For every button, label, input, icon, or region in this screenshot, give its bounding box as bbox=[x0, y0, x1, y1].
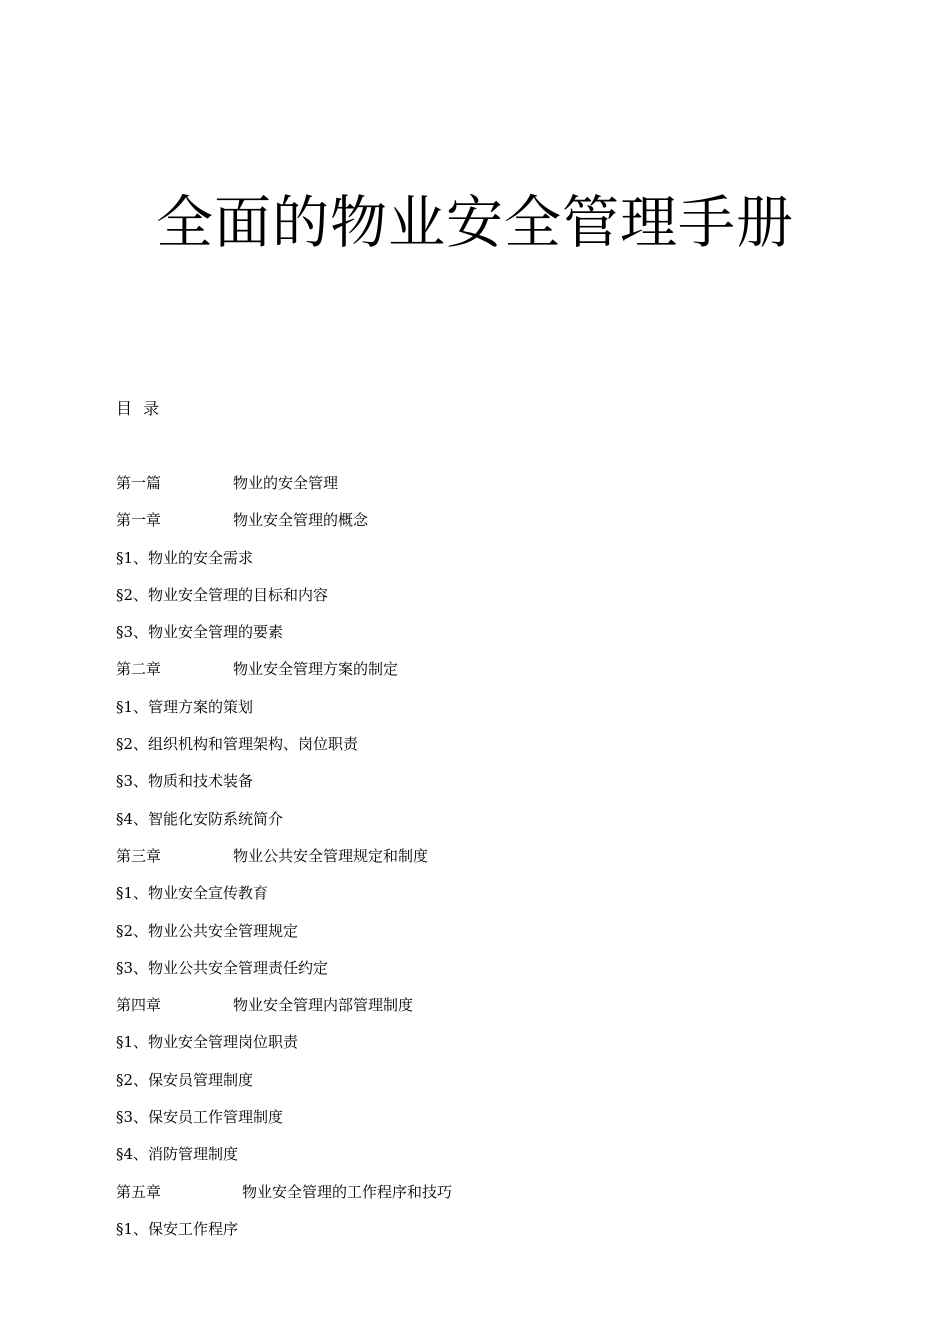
toc-text: §1、保安工作程序 bbox=[116, 1219, 239, 1238]
page-title: 全面的物业安全管理手册 bbox=[156, 190, 794, 256]
toc-text: §3、保安员工作管理制度 bbox=[116, 1108, 284, 1127]
toc-section bbox=[116, 1069, 452, 1106]
toc-text: §2、组织机构和管理架构、岗位职责 bbox=[116, 735, 359, 754]
toc-section bbox=[116, 1031, 452, 1068]
toc-section bbox=[116, 547, 452, 584]
toc-chapter-5 bbox=[116, 1181, 452, 1218]
toc-label: 第五章 bbox=[116, 1182, 162, 1201]
toc-text: §4、消防管理制度 bbox=[116, 1145, 239, 1164]
toc-chapter-1 bbox=[116, 509, 452, 546]
toc-label: 第二章 bbox=[116, 660, 162, 679]
toc-section bbox=[116, 733, 452, 770]
toc-text: 物业安全管理内部管理制度 bbox=[233, 996, 414, 1015]
table-of-contents bbox=[116, 472, 452, 1255]
toc-text: §2、物业公共安全管理规定 bbox=[116, 921, 299, 940]
toc-section bbox=[116, 882, 452, 919]
toc-section bbox=[116, 584, 452, 621]
toc-text: 物业安全管理的工作程序和技巧 bbox=[242, 1182, 453, 1201]
toc-label: 第四章 bbox=[116, 996, 162, 1015]
toc-chapter-4 bbox=[116, 994, 452, 1031]
toc-text: §3、物质和技术装备 bbox=[116, 772, 254, 791]
toc-text: §4、智能化安防系统简介 bbox=[116, 809, 284, 828]
toc-text: §3、物业公共安全管理责任约定 bbox=[116, 958, 329, 977]
toc-text: §1、物业安全宣传教育 bbox=[116, 884, 269, 903]
toc-part-1 bbox=[116, 472, 452, 509]
toc-text: §2、保安员管理制度 bbox=[116, 1070, 254, 1089]
toc-label: 第三章 bbox=[116, 846, 162, 865]
toc-section bbox=[116, 696, 452, 733]
toc-text: §1、物业的安全需求 bbox=[116, 548, 254, 567]
toc-section bbox=[116, 770, 452, 807]
toc-text: §1、物业安全管理岗位职责 bbox=[116, 1033, 299, 1052]
toc-chapter-3 bbox=[116, 845, 452, 882]
toc-text: §2、物业安全管理的目标和内容 bbox=[116, 585, 329, 604]
toc-text: §1、管理方案的策划 bbox=[116, 697, 254, 716]
toc-label: 第一章 bbox=[116, 511, 162, 530]
toc-section bbox=[116, 808, 452, 845]
toc-section bbox=[116, 621, 452, 658]
toc-heading: 目 录 bbox=[116, 399, 160, 418]
toc-text: 物业的安全管理 bbox=[233, 474, 339, 492]
toc-label: 第一篇 bbox=[116, 474, 162, 492]
toc-text: 物业安全管理的概念 bbox=[233, 511, 369, 530]
toc-section bbox=[116, 1143, 452, 1180]
toc-section bbox=[116, 957, 452, 994]
toc-section bbox=[116, 1218, 452, 1255]
toc-text: §3、物业安全管理的要素 bbox=[116, 623, 284, 642]
toc-text: 物业安全管理方案的制定 bbox=[233, 660, 399, 679]
toc-text: 物业公共安全管理规定和制度 bbox=[233, 846, 429, 865]
toc-section bbox=[116, 920, 452, 957]
toc-section bbox=[116, 1106, 452, 1143]
toc-chapter-2 bbox=[116, 658, 452, 695]
